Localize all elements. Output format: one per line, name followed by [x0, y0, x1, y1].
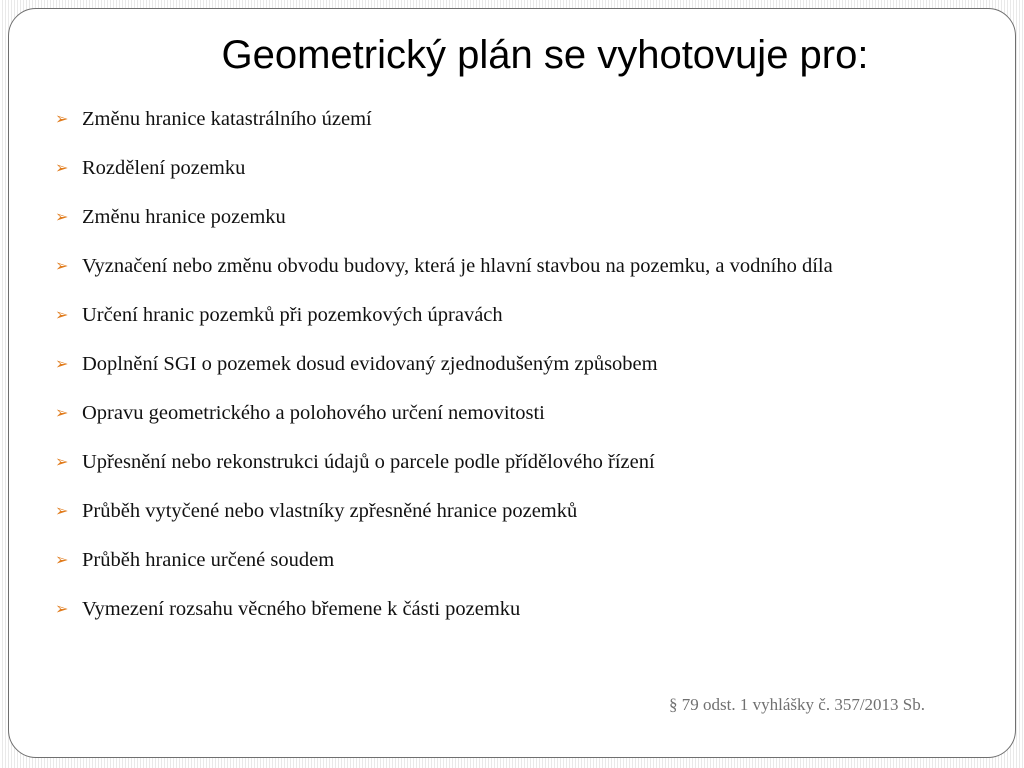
arrowhead-bullet-icon: ➢ — [55, 111, 69, 128]
arrowhead-bullet-icon: ➢ — [55, 601, 69, 618]
list-item — [55, 350, 935, 378]
list-item — [55, 301, 935, 329]
list-item — [55, 105, 935, 133]
list-item — [55, 154, 935, 182]
list-item-text: Změnu hranice katastrálního území — [82, 108, 372, 130]
arrowhead-bullet-icon: ➢ — [55, 258, 69, 275]
list-item — [55, 252, 935, 280]
list-item — [55, 595, 935, 623]
list-item-text: Doplnění SGI o pozemek dosud evidovaný zjednodušeným způsobem — [82, 353, 658, 375]
list-item-text: Určení hranic pozemků při pozemkových úpravách — [82, 304, 503, 326]
bullet-list — [55, 105, 935, 644]
slide-frame — [8, 8, 1016, 758]
list-item-text: Opravu geometrického a polohového určení nemovitosti — [82, 402, 545, 424]
arrowhead-bullet-icon: ➢ — [55, 503, 69, 520]
list-item-text: Rozdělení pozemku — [82, 157, 246, 179]
slide-title: Geometrický plán se vyhotovuje pro: — [221, 33, 869, 77]
legal-citation: § 79 odst. 1 vyhlášky č. 357/2013 Sb. — [669, 695, 925, 714]
list-item — [55, 203, 935, 231]
list-item-text: Změnu hranice pozemku — [82, 206, 286, 228]
arrowhead-bullet-icon: ➢ — [55, 454, 69, 471]
list-item — [55, 546, 935, 574]
arrowhead-bullet-icon: ➢ — [55, 356, 69, 373]
arrowhead-bullet-icon: ➢ — [55, 307, 69, 324]
list-item-text: Vymezení rozsahu věcného břemene k části pozemku — [82, 598, 521, 620]
arrowhead-bullet-icon: ➢ — [55, 405, 69, 422]
arrowhead-bullet-icon: ➢ — [55, 160, 69, 177]
list-item-text: Upřesnění nebo rekonstrukci údajů o parcele podle přídělového řízení — [82, 451, 655, 473]
list-item-text: Průběh vytyčené nebo vlastníky zpřesněné hranice pozemků — [82, 500, 578, 522]
list-item — [55, 448, 935, 476]
list-item-text: Průběh hranice určené soudem — [82, 549, 335, 571]
list-item — [55, 497, 935, 525]
list-item — [55, 399, 935, 427]
arrowhead-bullet-icon: ➢ — [55, 552, 69, 569]
arrowhead-bullet-icon: ➢ — [55, 209, 69, 226]
list-item-text: Vyznačení nebo změnu obvodu budovy, která je hlavní stavbou na pozemku, a vodního díla — [82, 255, 833, 277]
